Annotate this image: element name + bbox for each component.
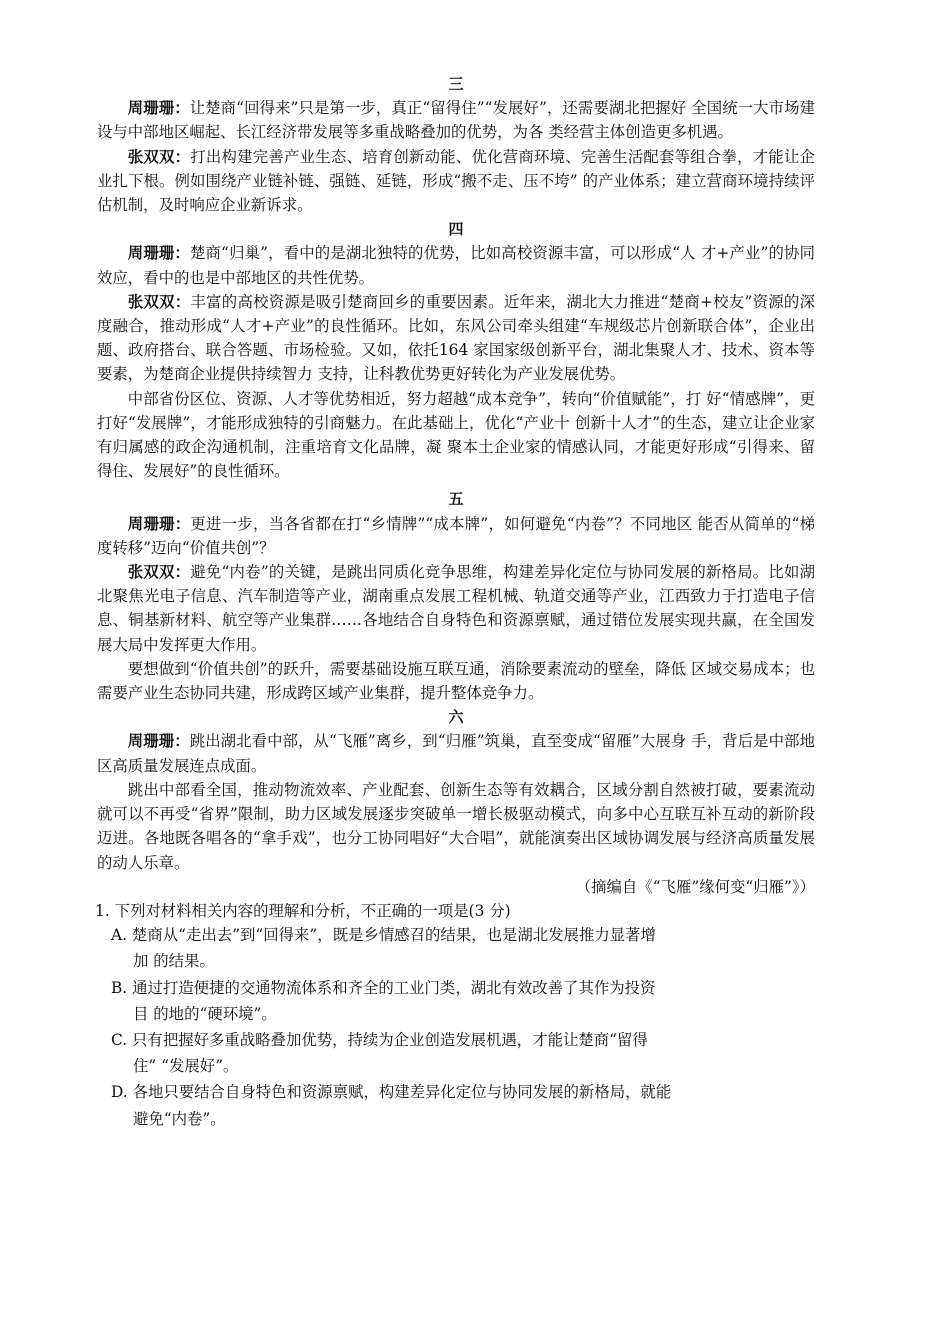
paragraph — [97, 241, 815, 289]
speaker-label: 周珊珊： — [127, 244, 190, 263]
question-stem: 1. 下列对材料相关内容的理解和分析，不正确的一项是(3 分) — [95, 901, 511, 920]
option-b — [111, 976, 815, 1000]
paragraph — [97, 512, 815, 560]
speaker-label: 张双双： — [127, 563, 191, 582]
section-heading: 六 — [448, 708, 464, 727]
speaker-label: 张双双： — [127, 292, 191, 311]
paragraph-text: 打出构建完善产业生态、培育创新动能、优化营商环境、完善生活配套等组合拳，才能让企业扎下根。例如围绕产业链补链、强链、延链，形成“搬不走、压不垮” 的产业体系；建立营商环境持续评估机制，及时响应企业新诉求。 — [97, 147, 815, 215]
option-text: 楚商从“走出去”到“回得来”，既是乡情感召的结果，也是湖北发展推力显著增 — [131, 926, 656, 945]
option-label: A. — [111, 926, 128, 945]
paragraph — [97, 657, 815, 705]
option-c-continued: 住” “发展好”。 — [133, 1057, 239, 1076]
option-text: 只有把握好多重战略叠加优势，持续为企业创造发展机遇，才能让楚商“留得 — [132, 1030, 648, 1049]
option-d — [111, 1080, 815, 1104]
option-label: D. — [111, 1083, 128, 1102]
option-a-continued: 加 的结果。 — [133, 952, 215, 971]
speaker-label: 周珊珊： — [127, 99, 190, 118]
section-heading: 五 — [448, 490, 464, 509]
paragraph-text: 楚商“归巢”，看中的是湖北独特的优势，比如高校资源丰富，可以形成“人 才+产业”的协同效应，看中的也是中部地区的共性优势。 — [97, 244, 815, 287]
option-d-continued: 避免“内卷”。 — [133, 1109, 226, 1128]
speaker-label: 周珊珊： — [127, 732, 190, 751]
section-heading: 四 — [448, 220, 464, 239]
paragraph-text: 跳出湖北看中部，从“飞雁”离乡，到“归雁”筑巢，直至变成“留雁”大展身 手，背后是中部地区高质量发展连点成面。 — [97, 732, 815, 775]
paragraph — [97, 778, 815, 875]
paragraph-text: 中部省份区位、资源、人才等优势相近，努力超越“成本竞争”，转向“价值赋能”，打 好“情感牌”，更打好“发展牌”，才能形成独特的引商魅力。在此基础上，优化“产业十 创新十人才”的生态，建立让企业家有归属感的政企沟通机制，注重培育文化品牌，凝 聚本土企业家的情感认同，才能更好形成“引得来、留得住、发展好”的良性循环。 — [97, 389, 815, 481]
option-label: C. — [111, 1030, 128, 1049]
paragraph-text: 避免“内卷”的关键，是跳出同质化竞争思维，构建差异化定位与协同发展的新格局。比如湖北聚焦光电子信息、汽车制造等产业，湖南重点发展工程机械、轨道交通等产业，江西致力于打造电子信息、铜基新材料、航空等产业集群……各地结合自身特色和资源禀赋，通过错位发展实现共赢，在全国发展大局中发挥更大作用。 — [97, 563, 815, 654]
section-heading: 三 — [448, 75, 464, 93]
paragraph — [97, 387, 815, 484]
paragraph-text: 更进一步，当各省都在打“乡情牌”“成本牌”，如何避免“内卷”？不同地区 能否从简单的“梯度转移”迈向“价值共创”？ — [97, 514, 815, 557]
option-text: 各地只要结合自身特色和资源禀赋，构建差异化定位与协同发展的新格局，就能 — [132, 1083, 672, 1102]
paragraph-text: 要想做到“价值共创”的跃升，需要基础设施互联互通，消除要素流动的壁垒，降低 区域交易成本；也需要产业生态协同共建，形成跨区域产业集群，提升整体竞争力。 — [97, 659, 815, 703]
speaker-label: 张双双： — [127, 147, 191, 166]
paragraph-text: 让楚商“回得来”只是第一步，真正“留得住”“发展好”，还需要湖北把握好 全国统一大市场建设与中部地区崛起、长江经济带发展等多重战略叠加的优势，为各 类经营主体创造更多机遇。 — [97, 99, 815, 142]
paragraph — [97, 729, 815, 777]
paragraph — [97, 145, 815, 218]
source-citation: （摘编自《“飞雁”缘何变“归雁”》） — [575, 877, 815, 896]
option-b-continued: 目 的地的“硬环境”。 — [133, 1004, 277, 1023]
speaker-label: 周珊珊： — [127, 514, 191, 533]
paragraph — [97, 560, 815, 657]
option-label: B. — [111, 978, 128, 997]
paragraph — [97, 96, 815, 144]
document-page — [97, 72, 815, 1133]
option-a — [111, 923, 815, 947]
paragraph — [97, 290, 815, 387]
option-c — [111, 1028, 815, 1052]
option-text: 通过打造便捷的交通物流体系和齐全的工业门类，湖北有效改善了其作为投资 — [132, 978, 656, 997]
paragraph-text: 丰富的高校资源是吸引楚商回乡的重要因素。近年来，湖北大力推进“楚商+校友”资源的深度融合，推动形成“人才+产业”的良性循环。比如，东风公司牵头组建“车规级芯片创新联合体”，企业出题、政府搭台、联合答题、市场检验。又如，依托164 家国家级创新平台，湖北集聚人才、技术、资本等要素，为楚商企业提供持续智力 支持，让科教优势更好转化为产业发展优势。 — [97, 292, 815, 384]
paragraph-text: 跳出中部看全国，推动物流效率、产业配套、创新生态等有效耦合，区域分割自然被打破，要素流动就可以不再受“省界”限制，助力区域发展逐步突破单一增长极驱动模式，向多中心互联互补互动的新阶段迈进。各地既各唱各的“拿手戏”，也分工协同唱好“大合唱”，就能演奏出区域协调发展与经济高质量发展的动人乐章。 — [97, 780, 815, 872]
